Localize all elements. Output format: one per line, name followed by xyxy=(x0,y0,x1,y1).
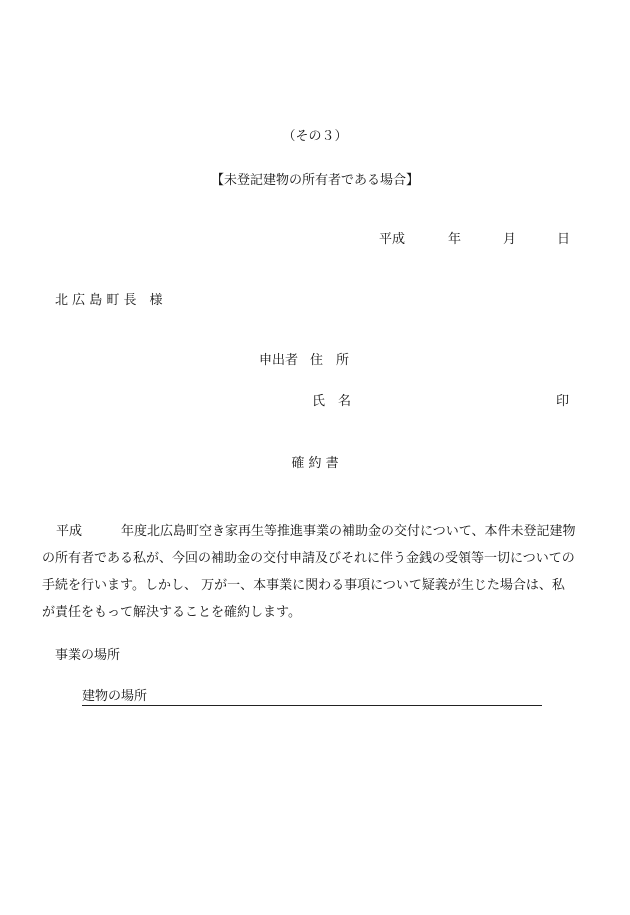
pledge-line-1: 平成 年度北広島町空き家再生等推進事業の補助金の交付について、本件未登記建物 xyxy=(56,524,576,539)
address-label: 住 所 xyxy=(310,353,350,368)
document-title: 確 約 書 xyxy=(291,456,339,471)
date-month-unit: 月 xyxy=(503,232,517,247)
addressee: 北 広 島 町 長 様 xyxy=(55,293,163,308)
pledge-line-3: 手続を行います。しかし、 万が一、本事業に関わる事項について疑義が生じた場合は、私 xyxy=(42,578,565,593)
pledge-paragraph xyxy=(42,518,590,626)
building-location-label: 建物の場所 xyxy=(82,689,148,704)
project-location-label: 事業の場所 xyxy=(55,648,121,663)
name-label: 氏 名 xyxy=(312,394,352,409)
form-number: （その３） xyxy=(282,129,348,144)
pledge-line-2: の所有者である私が、今回の補助金の交付申請及びそれに伴う金銭の受領等一切についての xyxy=(42,551,575,566)
applicant-label: 申出者 xyxy=(259,353,299,368)
date-day-unit: 日 xyxy=(557,232,571,247)
date-year-unit: 年 xyxy=(448,232,462,247)
form-title: 【未登記建物の所有者である場合】 xyxy=(210,173,419,188)
building-location-field xyxy=(82,689,542,706)
seal-mark: 印 xyxy=(556,394,570,409)
pledge-line-4: が責任をもって解決することを確約します。 xyxy=(42,605,301,620)
date-era: 平成 xyxy=(379,232,406,247)
